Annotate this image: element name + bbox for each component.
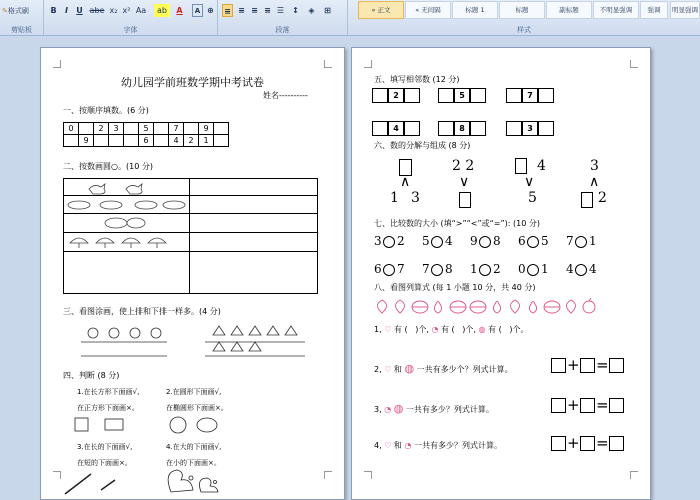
paragraph-group-label: 段落 [275, 26, 290, 34]
judge-item-3-line-1: 3.在长的下面画√, [77, 443, 133, 451]
q8-heading: 八、看图列算式 (每 1 小题 10 分，共 40 分) [374, 283, 536, 292]
number-cell: 4 [168, 134, 184, 147]
apple-row [88, 328, 161, 338]
and-label: 和 [393, 441, 402, 450]
draw-circles-table [63, 178, 318, 294]
distribute-icon: ☰ [276, 6, 285, 15]
and-label: 和 [393, 365, 402, 374]
q8-line-1 [374, 324, 528, 335]
equals-sign: = [596, 356, 609, 374]
number-cell: 3 [108, 122, 124, 135]
q2-heading: 二、按数画圆○。(10 分) [63, 162, 153, 171]
peach-icon: ♡ [384, 441, 392, 450]
justify-icon: ≡ [264, 6, 271, 15]
pear-icon [493, 302, 500, 314]
font-group [44, 0, 218, 36]
compare-right-number: 7 [397, 262, 405, 276]
question-text: 一共有多少？列式计算。 [405, 405, 494, 414]
blank-box[interactable] [506, 121, 522, 136]
compare-circle[interactable] [575, 264, 587, 276]
fruit-row [372, 296, 617, 316]
brush-icon: ✎ [2, 7, 8, 15]
number-cell: 9 [78, 134, 94, 147]
has-label: 有 [488, 325, 497, 334]
compare-right-number: 1 [589, 234, 597, 248]
number-cell: 2 [93, 122, 109, 135]
total-number: 5 [528, 190, 537, 206]
watermelon-icon: ◍ [404, 362, 415, 375]
judge-item-1-line-2: 在正方形下面画×。 [77, 404, 139, 412]
compare-left-number: 1 [470, 262, 478, 276]
font-group-label: 字体 [123, 26, 138, 34]
compare-left-number: 3 [374, 234, 382, 248]
number-cell: 5 [138, 122, 154, 135]
has-label: 有 [393, 325, 402, 334]
judge-item-2-line-1: 2.在圆形下面画√, [166, 388, 222, 396]
blank-box[interactable] [470, 88, 486, 103]
align-center-icon: ≡ [238, 6, 245, 15]
answer-box[interactable] [551, 398, 566, 413]
q7-heading: 七、比较数的大小 (填“>”“<”或“=”): (10 分) [374, 219, 540, 228]
style-subtitle[interactable]: 副标题 [546, 1, 592, 19]
paren-close: )个, [415, 325, 429, 334]
answer-box[interactable] [580, 436, 595, 451]
item-number: 2, [374, 365, 382, 374]
has-label: 有 [440, 325, 449, 334]
style-heading-1[interactable]: 标题 1 [452, 1, 498, 19]
watermelon-icon [412, 301, 428, 313]
pear-icon: ◔ [384, 405, 392, 414]
item-number: 1, [374, 325, 382, 334]
given-number: 7 [522, 88, 538, 103]
style-subtle-emphasis[interactable]: 不明显强调 [593, 1, 639, 19]
align-right-icon: ≡ [251, 6, 258, 15]
number-cell: 1 [198, 134, 214, 147]
equals-sign: = [596, 396, 609, 414]
pear-icon: ◔ [404, 441, 412, 450]
style-title[interactable]: 标题 [499, 1, 545, 19]
justify-button[interactable] [262, 4, 273, 17]
judge-item-1-line-1: 1.在长方形下面画√, [77, 388, 140, 396]
plus-sign: + [567, 434, 580, 452]
right-page [351, 47, 651, 500]
style-no-spacing[interactable]: « 无间隔 [405, 1, 451, 19]
caret-sign: ∧ [589, 174, 600, 190]
v-sign: ∨ [524, 174, 535, 190]
peach-icon: ♡ [384, 325, 392, 334]
compare-right-number: 4 [445, 234, 453, 248]
paren-open: ( [451, 325, 455, 334]
compare-right-number: 2 [493, 262, 501, 276]
square-shape [75, 418, 88, 431]
blank-cell[interactable] [63, 134, 79, 147]
elephant-picture [105, 218, 145, 228]
page-title: 幼儿园学前班数学期中考试卷 [121, 76, 264, 89]
animal-pictures [64, 179, 189, 293]
table-divider [189, 179, 190, 293]
item-number: 4, [374, 441, 382, 450]
blank-box[interactable] [404, 88, 420, 103]
judge-item-3-line-2: 在短的下面画×。 [77, 459, 132, 467]
compare-left-number: 4 [566, 262, 574, 276]
number-cell: 6 [138, 134, 154, 147]
compare-right-number: 5 [541, 234, 549, 248]
enclose-char-button[interactable]: ⊕ [207, 6, 214, 15]
subscript-button[interactable]: x₂ [109, 6, 118, 15]
watermelon-icon: ◍ [478, 325, 486, 334]
crop-mark [364, 471, 372, 479]
crop-mark [324, 60, 332, 68]
compare-left-number: 9 [470, 234, 478, 248]
blank-box[interactable] [404, 121, 420, 136]
equals-sign: = [596, 434, 609, 452]
compare-circle[interactable] [431, 236, 443, 248]
given-number: 3 [522, 121, 538, 136]
change-case-button[interactable]: Aa [135, 6, 147, 15]
watermelon-icon [470, 301, 486, 313]
paren-open: ( [404, 325, 408, 334]
compare-circle[interactable] [383, 264, 395, 276]
judge-item-4-line-2: 在小的下面画×。 [166, 459, 221, 467]
number-cell: 2 [183, 134, 199, 147]
q8-line-2 [374, 362, 513, 375]
number-cell: 9 [198, 122, 214, 135]
triangle-row-top [213, 326, 297, 335]
line-spacing-icon: ↕ [292, 6, 299, 15]
answer-box[interactable] [551, 436, 566, 451]
triangle-row-bottom [213, 342, 261, 351]
blank-cell[interactable] [213, 134, 229, 147]
compare-left-number: 5 [422, 234, 430, 248]
left-page [40, 47, 345, 500]
crop-mark [630, 471, 638, 479]
blank-box[interactable] [538, 88, 554, 103]
q6-heading: 六、数的分解与组成 (8 分) [374, 141, 471, 150]
peach-icon [378, 300, 387, 313]
given-number: 8 [454, 121, 470, 136]
underline-button[interactable]: U [76, 6, 83, 15]
compare-circle[interactable] [479, 264, 491, 276]
question-text: 一共有多少个？列式计算。 [416, 365, 513, 374]
blank-box[interactable] [538, 121, 554, 136]
compare-left-number: 6 [374, 262, 382, 276]
peach-icon [567, 300, 576, 313]
answer-box[interactable] [580, 398, 595, 413]
answer-box[interactable] [580, 358, 595, 373]
style-intense-emphasis[interactable]: 明显强调 [670, 1, 700, 19]
borders-button[interactable] [322, 4, 333, 17]
blank-box[interactable] [459, 192, 471, 208]
blank-cell[interactable] [123, 134, 139, 147]
q8-line-4 [374, 440, 502, 451]
rectangle-shape [105, 419, 123, 430]
compare-left-number: 7 [422, 262, 430, 276]
number-cell: 0 [63, 122, 79, 135]
judge-pictures [61, 414, 331, 500]
q1-heading: 一、按顺序填数。(6 分) [63, 106, 149, 115]
answer-box[interactable] [609, 436, 624, 451]
distribute-button[interactable] [275, 4, 286, 17]
compare-circle[interactable] [383, 236, 395, 248]
italic-button[interactable]: I [65, 6, 68, 15]
compare-left-number: 7 [566, 234, 574, 248]
short-line [101, 480, 115, 490]
part-number: 1 [390, 190, 399, 206]
matching-pictures [63, 320, 333, 365]
peach-icon [396, 300, 405, 313]
blank-box[interactable] [372, 121, 388, 136]
style-normal[interactable]: « 正文 [358, 1, 404, 19]
compare-left-number: 6 [518, 234, 526, 248]
item-number: 3, [374, 405, 382, 414]
styles-group [348, 0, 700, 36]
blank-box[interactable] [438, 121, 454, 136]
clipboard-group [0, 0, 44, 36]
paren-open: ( [498, 325, 502, 334]
answer-box[interactable] [609, 358, 624, 373]
part-number: 3 [411, 190, 420, 206]
paren-close: )个, [462, 325, 476, 334]
judge-item-4-line-1: 4.在大的下面画√, [166, 443, 222, 451]
line-spacing-button[interactable] [290, 4, 301, 17]
bold-button[interactable]: B [50, 6, 57, 15]
superscript-button[interactable]: x² [122, 6, 131, 15]
compare-right-number: 8 [493, 234, 501, 248]
watermelon-icon: ◍ [393, 402, 404, 415]
mushroom-picture [70, 238, 166, 248]
paint-bucket-icon: ◈ [308, 6, 315, 15]
q4-heading: 四、判断 (8 分) [63, 371, 120, 380]
paragraph-group [218, 0, 348, 36]
blank-box[interactable] [515, 158, 527, 174]
clipboard-group-label: 剪贴板 [11, 26, 32, 34]
given-number: 5 [454, 88, 470, 103]
blank-cell[interactable] [93, 134, 109, 147]
part-number: 4 [537, 158, 546, 174]
compare-right-number: 4 [589, 262, 597, 276]
q3-heading: 三、看图涂画，使上排和下排一样多。(4 分) [63, 307, 221, 316]
pear-icon: ◔ [431, 325, 439, 334]
squirrel-picture [168, 470, 218, 492]
font-color-button[interactable]: A [176, 6, 183, 15]
circle-shape [170, 417, 186, 433]
blank-box[interactable] [438, 88, 454, 103]
part-number: 2 2 [452, 158, 475, 174]
ribbon [0, 0, 700, 36]
styles-group-label: 样式 [517, 26, 531, 34]
compare-right-number: 1 [541, 262, 549, 276]
strikethrough-button[interactable]: abe [89, 6, 105, 15]
crop-mark [630, 60, 638, 68]
peach-icon: ♡ [384, 365, 392, 374]
total-number: 3 [590, 158, 599, 174]
long-line [65, 474, 91, 494]
fish-picture [68, 201, 185, 209]
compare-circle[interactable] [527, 236, 539, 248]
compare-circle[interactable] [575, 236, 587, 248]
name-field-label: 姓名---------- [263, 91, 308, 100]
style-emphasis[interactable]: 强调 [640, 1, 668, 19]
question-text: 一共有多少？列式计算。 [413, 441, 502, 450]
judge-item-2-line-2: 在椭圆形下面画×。 [166, 404, 228, 412]
given-number: 4 [388, 121, 404, 136]
blank-box[interactable] [506, 88, 522, 103]
borders-icon: ⊞ [324, 6, 331, 15]
compare-circle[interactable] [431, 264, 443, 276]
blank-cell[interactable] [153, 134, 169, 147]
blank-box[interactable] [470, 121, 486, 136]
blank-cell[interactable] [108, 134, 124, 147]
format-painter-button[interactable]: ✎格式刷 [2, 7, 29, 15]
crop-mark [53, 60, 61, 68]
caret-sign: ∧ [400, 174, 411, 190]
compare-right-number: 2 [397, 234, 405, 248]
bird-picture [126, 184, 142, 194]
align-right-button[interactable] [249, 4, 260, 17]
compare-left-number: 0 [518, 262, 526, 276]
v-sign: ∨ [459, 174, 470, 190]
oval-shape [197, 418, 217, 432]
q8-line-3 [374, 402, 494, 415]
align-left-icon: ≡ [224, 7, 231, 16]
bird-picture [89, 184, 105, 194]
paren-close: )个。 [509, 325, 529, 334]
char-border-button[interactable]: A [192, 4, 203, 17]
compare-circle[interactable] [479, 236, 491, 248]
given-number: 2 [388, 88, 404, 103]
blank-box[interactable] [581, 192, 593, 208]
compare-right-number: 8 [445, 262, 453, 276]
compare-circle[interactable] [527, 264, 539, 276]
answer-box[interactable] [551, 358, 566, 373]
peach-icon [511, 300, 520, 313]
answer-box[interactable] [609, 398, 624, 413]
plus-sign: + [567, 396, 580, 414]
crop-mark [53, 471, 61, 479]
align-left-button[interactable] [222, 4, 233, 17]
watermelon-icon [450, 301, 466, 313]
plus-sign: + [567, 356, 580, 374]
blank-box[interactable] [372, 88, 388, 103]
shading-button[interactable] [306, 4, 317, 17]
number-cell: 7 [168, 122, 184, 135]
q5-heading: 五、填写相邻数 (12 分) [374, 75, 460, 84]
highlight-button[interactable]: ab [154, 4, 170, 17]
align-center-button[interactable] [236, 4, 247, 17]
watermelon-icon [544, 301, 560, 313]
pear-icon [434, 302, 441, 314]
crop-mark [364, 60, 372, 68]
pear-icon [529, 302, 536, 314]
part-number: 2 [598, 190, 607, 206]
apple-icon [583, 298, 595, 313]
